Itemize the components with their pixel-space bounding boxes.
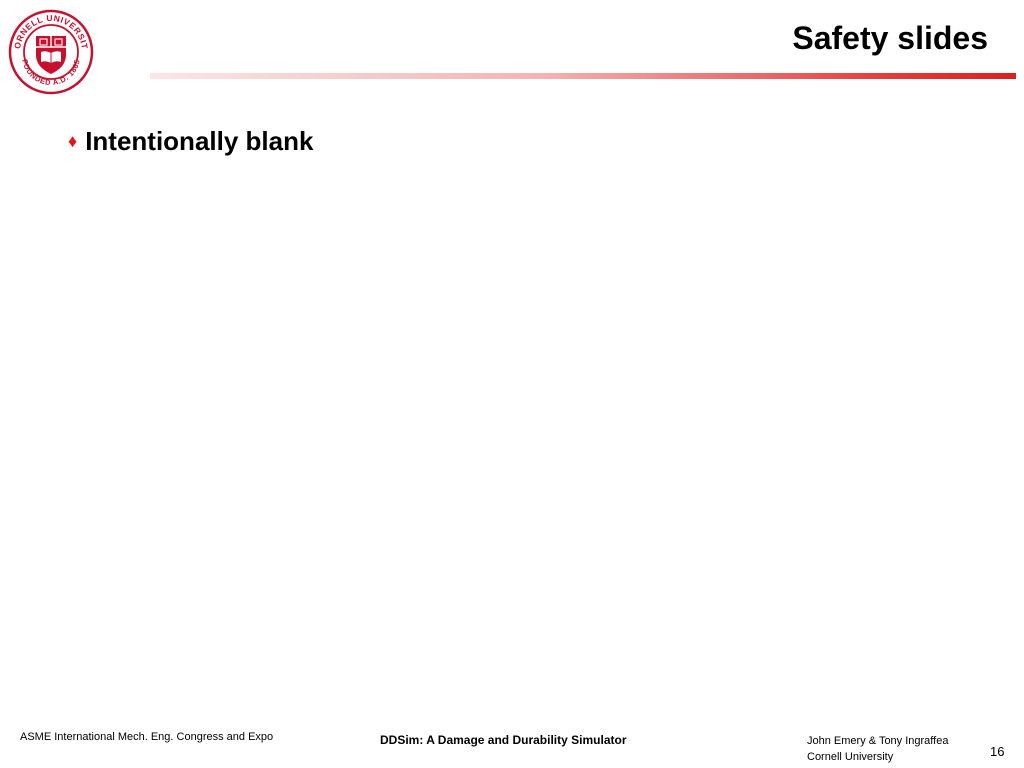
bullet-list: [68, 124, 313, 158]
bullet-text: Intentionally blank: [85, 126, 314, 156]
cornell-seal-icon: [8, 9, 94, 95]
title-divider: [150, 73, 1016, 79]
cornell-seal-logo: [8, 9, 94, 95]
footer-presentation-title: DDSim: A Damage and Durability Simulator: [380, 733, 627, 747]
seal-bottom-text: FOUNDED A.D. 1865: [20, 58, 82, 88]
footer-author-names: John Emery & Tony Ingraffea: [807, 735, 949, 747]
page-number: 16: [990, 744, 1005, 759]
seal-ring-text: ORNELL UNIVERSIT: [12, 12, 90, 51]
footer-authors: [807, 733, 948, 765]
footer-conference: ASME International Mech. Eng. Congress and Expo: [20, 731, 274, 743]
bullet-item: [68, 124, 313, 158]
slide-title: Safety slides: [792, 20, 988, 56]
diamond-bullet-icon: ♦: [68, 131, 78, 151]
footer-institution: Cornell University: [807, 751, 894, 763]
